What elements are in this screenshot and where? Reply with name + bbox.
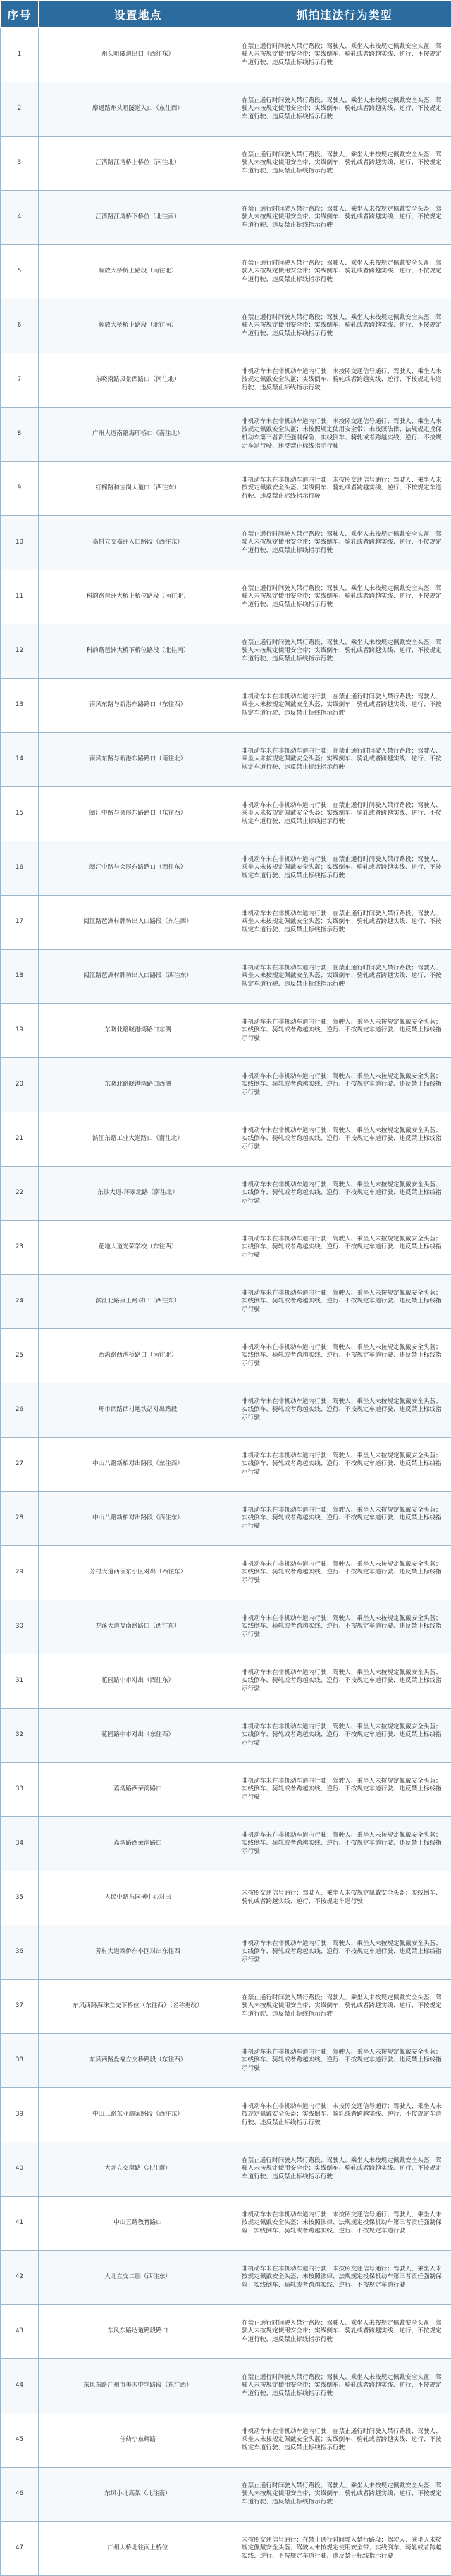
row-index: 29 [1,1546,39,1600]
row-index: 16 [1,841,39,896]
row-index: 36 [1,1925,39,1980]
table-row [1,2522,451,2576]
row-violation-type: 非机动车未在非机动车道内行驶；驾驶人、乘坐人未按规定佩戴安全头盔；实线倒车、骑轧或者跨越实线、逆行、不按规定车道行驶、违反禁止标线指示行驶 [237,1763,451,1817]
row-location: 滨江东路工业大道路口（南往北） [39,1112,237,1167]
table-row [1,299,451,353]
row-location: 东风东路广州市美术中学路段（东往西） [39,2359,237,2413]
table-row [1,2251,451,2305]
table-row [1,1817,451,1871]
row-violation-type: 非机动车未在非机动车道内行驶；未按照交通信号通行；驾驶人、乘坐人未按规定佩戴安全头盔；未按照法律、法规规定投保机动车第三者责任强制保险；实线倒车、骑轧或者跨越实线、逆行、不按规定车道行驶 [237,2251,451,2305]
row-location: 江湾路江湾桥下桥位（北往南） [39,191,237,245]
row-index: 24 [1,1275,39,1329]
row-violation-type: 在禁止通行时间驶入禁行路段；驾驶人、乘坐人未按规定佩戴安全头盔；驾驶人未按规定使用安全带；实线倒车、骑轧或者跨越实线、逆行、不按规定车道行驶、违反禁止标线指示行驶 [237,570,451,624]
row-violation-type: 在禁止通行时间驶入禁行路段；驾驶人、乘坐人未按规定佩戴安全头盔；驾驶人未按规定使用安全带；实线倒车、骑轧或者跨越实线、逆行、不按规定车道行驶、违反禁止标线指示行驶 [237,2468,451,2522]
row-violation-type: 非机动车未在非机动车道内行驶；驾驶人、乘坐人未按规定佩戴安全头盔；实线倒车、骑轧或者跨越实线、逆行、不按规定车道行驶、违反禁止标线指示行驶 [237,1221,451,1275]
table-row [1,679,451,733]
row-location: 中山八路新柏对出路段（东往西） [39,1438,237,1492]
row-violation-type: 非机动车未在非机动车道内行驶；驾驶人、乘坐人未按规定佩戴安全头盔；实线倒车、骑轧或者跨越实线、逆行、不按规定车道行驶、违反禁止标线指示行驶 [237,1600,451,1654]
row-violation-type: 非机动车未在非机动车道内行驶；未按照交通信号通行；驾驶人、乘坐人未按规定佩戴安全头盔；实线倒车、骑轧或者跨越实线、逆行、不按规定车道行驶、违反禁止标线指示行驶 [237,353,451,408]
row-violation-type: 非机动车未在非机动车道内行驶；驾驶人、乘坐人未按规定佩戴安全头盔；实线倒车、骑轧或者跨越实线、逆行、不按规定车道行驶、违反禁止标线指示行驶 [237,1058,451,1112]
table-row [1,841,451,896]
row-location: 花园路中市对出（西往东） [39,1654,237,1709]
row-violation-type: 非机动车未在非机动车道内行驶；驾驶人、乘坐人未按规定佩戴安全头盔；实线倒车、骑轧或者跨越实线、逆行、不按规定车道行驶、违反禁止标线指示行驶 [237,1112,451,1167]
row-index: 37 [1,1980,39,2034]
row-location: 大北立交二层（西往东） [39,2251,237,2305]
row-violation-type: 非机动车未在非机动车道内行驶；在禁止通行时间驶入禁行路段；驾驶人、乘坐人未按规定佩戴安全头盔；实线倒车、骑轧或者跨越实线、逆行、不按规定车道行驶、违反禁止标线指示行驶 [237,787,451,841]
row-violation-type: 未按照交通信号通行；在禁止通行时间驶入禁行路段；驾驶人、乘坐人未按规定佩戴安全头盔；驾驶人未按规定使用安全带；实线倒车、骑轧或者跨越实线、逆行、不按规定车道行驶、违反禁止标线指示行驶 [237,2522,451,2576]
row-index: 8 [1,408,39,462]
row-violation-type: 未按照交通信号通行；驾驶人、乘坐人未按规定佩戴安全头盔；实线倒车、骑轧或者跨越实线、逆行、不按规定车道行驶 [237,1871,451,1925]
row-index: 21 [1,1112,39,1167]
table-row [1,1709,451,1763]
row-index: 11 [1,570,39,624]
row-violation-type: 在禁止通行时间驶入禁行路段；驾驶人、乘坐人未按规定佩戴安全头盔；驾驶人未按规定使用安全带；实线倒车、骑轧或者跨越实线、逆行、不按规定车道行驶、违反禁止标线指示行驶 [237,624,451,679]
row-index: 20 [1,1058,39,1112]
table-row [1,191,451,245]
row-location: 东风小北高架（北往南） [39,2468,237,2522]
table-row [1,1004,451,1058]
row-location: 阅江中路与会展东路路口（西往东） [39,841,237,896]
row-violation-type: 非机动车未在非机动车道内行驶；未按照交通信号通行；驾驶人、乘坐人未按规定佩戴安全头盔；实线倒车、骑轧或者跨越实线、逆行、不按规定车道行驶、违反禁止标线指示行驶 [237,2088,451,2142]
row-location: 大北立交南路（北往南） [39,2142,237,2197]
row-location: 东晓北路晓港湾路口西侧 [39,1058,237,1112]
row-violation-type: 在禁止通行时间驶入禁行路段；驾驶人、乘坐人未按规定佩戴安全头盔；驾驶人未按规定使用安全带；实线倒车、骑轧或者跨越实线、逆行、不按规定车道行驶、违反禁止标线指示行驶 [237,82,451,137]
row-index: 45 [1,2413,39,2468]
row-index: 38 [1,2034,39,2088]
row-violation-type: 在禁止通行时间驶入禁行路段；驾驶人、乘坐人未按规定佩戴安全头盔；驾驶人未按规定使用安全带；实线倒车、骑轧或者跨越实线、逆行、不按规定车道行驶、违反禁止标线指示行驶 [237,1980,451,2034]
row-violation-type: 非机动车未在非机动车道内行驶；驾驶人、乘坐人未按规定佩戴安全头盔；实线倒车、骑轧或者跨越实线、逆行、不按规定车道行驶、违反禁止标线指示行驶 [237,2034,451,2088]
row-index: 15 [1,787,39,841]
row-violation-type: 在禁止通行时间驶入禁行路段；驾驶人、乘坐人未按规定佩戴安全头盔；驾驶人未按规定使用安全带；实线倒车、骑轧或者跨越实线、逆行、不按规定车道行驶、违反禁止标线指示行驶 [237,2305,451,2359]
row-violation-type: 非机动车未在非机动车道内行驶；驾驶人、乘坐人未按规定佩戴安全头盔；实线倒车、骑轧或者跨越实线、逆行、不按规定车道行驶、违反禁止标线指示行驶 [237,1546,451,1600]
row-violation-type: 非机动车未在非机动车道内行驶；未按照交通信号通行；驾驶人、乘坐人未按规定佩戴安全头盔；未按照规定使用安全带；未按照法律、法规规定投保机动车第三者责任强制保险；实线倒车、骑轧或者跨越实线、逆行、不按规定车道行驶、违反禁止标线指示行驶 [237,408,451,462]
row-violation-type: 在禁止通行时间驶入禁行路段；驾驶人、乘坐人未按规定佩戴安全头盔；驾驶人未按规定使用安全带；实线倒车、骑轧或者跨越实线、逆行、不按规定车道行驶、违反禁止标线指示行驶 [237,2359,451,2413]
table-row [1,950,451,1004]
row-index: 34 [1,1817,39,1871]
table-body [1,28,451,2576]
table-row [1,733,451,787]
row-index: 26 [1,1383,39,1438]
row-location: 芳村大道西侨东小区对出（西往东） [39,1546,237,1600]
table-row [1,624,451,679]
row-violation-type: 非机动车未在非机动车道内行驶；驾驶人、乘坐人未按规定佩戴安全头盔；实线倒车、骑轧或者跨越实线、逆行、不按规定车道行驶、违反禁止标线指示行驶 [237,1329,451,1383]
table-row [1,896,451,950]
row-violation-type: 在禁止通行时间驶入禁行路段；驾驶人、乘坐人未按规定佩戴安全头盔；驾驶人未按规定使用安全带；实线倒车、骑轧或者跨越实线、逆行、不按规定车道行驶、违反禁止标线指示行驶 [237,299,451,353]
row-index: 28 [1,1492,39,1546]
row-location: 东晓北路晓港湾路口东侧 [39,1004,237,1058]
row-location: 滨江北路康王路对出（西往东） [39,1275,237,1329]
row-location: 江湾路江湾桥上桥位（南往北） [39,137,237,191]
table-row [1,2359,451,2413]
table-row [1,1546,451,1600]
row-violation-type: 非机动车未在非机动车道内行驶；驾驶人、乘坐人未按规定佩戴安全头盔；实线倒车、骑轧或者跨越实线、逆行、不按规定车道行驶、违反禁止标线指示行驶 [237,1275,451,1329]
row-index: 30 [1,1600,39,1654]
row-index: 31 [1,1654,39,1709]
row-location: 解放大桥桥上路段（北往南） [39,299,237,353]
row-violation-type: 在禁止通行时间驶入禁行路段；驾驶人、乘坐人未按规定佩戴安全头盔；驾驶人未按规定使用安全带；实线倒车、骑轧或者跨越实线、逆行、不按规定车道行驶、违反禁止标线指示行驶 [237,137,451,191]
row-violation-type: 非机动车未在非机动车道内行驶；驾驶人、乘坐人未按规定佩戴安全头盔；实线倒车、骑轧或者跨越实线、逆行、不按规定车道行驶、违反禁止标线指示行驶 [237,1654,451,1709]
row-index: 40 [1,2142,39,2197]
row-location: 东沙大道-环翠北路（南往北） [39,1167,237,1221]
row-index: 18 [1,950,39,1004]
row-index: 42 [1,2251,39,2305]
row-index: 3 [1,137,39,191]
row-index: 9 [1,462,39,516]
table-row [1,1980,451,2034]
row-location: 南风东路与新港东路路口（东往西） [39,679,237,733]
table-row [1,1871,451,1925]
row-location: 东风西路海珠立交下桥位（东往西）（名称更改） [39,1980,237,2034]
row-violation-type: 非机动车未在非机动车道内行驶；未按照交通信号通行；驾驶人、乘坐人未按规定佩戴安全头盔；实线倒车、骑轧或者跨越实线、逆行、不按规定车道行驶、违反禁止标线指示行驶 [237,462,451,516]
row-location: 东晓南路凤景西路口（南往北） [39,353,237,408]
row-index: 10 [1,516,39,570]
row-location: 科韵路琶洲大桥上桥位路段（南往北） [39,570,237,624]
table-row [1,1058,451,1112]
row-index: 12 [1,624,39,679]
row-location: 州头咀隧道出口（西往东） [39,28,237,82]
row-location: 东风西路盘福立交桥路段（东往西） [39,2034,237,2088]
table-row [1,1763,451,1817]
row-location: 人民中路东园横中心对出 [39,1871,237,1925]
row-violation-type: 非机动车未在非机动车道内行驶；在禁止通行时间驶入禁行路段；驾驶人、乘坐人未按规定佩戴安全头盔；实线倒车、骑轧或者跨越实线、逆行、不按规定车道行驶、违反禁止标线指示行驶 [237,733,451,787]
table-row [1,2088,451,2142]
row-index: 6 [1,299,39,353]
row-location: 芳村大道西侨东小区对出东往西 [39,1925,237,1980]
table-row [1,1112,451,1167]
table-row [1,1492,451,1546]
row-index: 7 [1,353,39,408]
row-location: 阅江路琶洲村牌坊出入口路段（西往东） [39,950,237,1004]
row-violation-type: 非机动车未在非机动车道内行驶；在禁止通行时间驶入禁行路段；驾驶人、乘坐人未按规定佩戴安全头盔；实线倒车、骑轧或者跨越实线、逆行、不按规定车道行驶、违反禁止标线指示行驶 [237,950,451,1004]
row-index: 33 [1,1763,39,1817]
row-violation-type: 非机动车未在非机动车道内行驶；未按照交通信号通行；驾驶人、乘坐人未按规定佩戴安全头盔；未按照法律、法规规定投保机动车第三者责任强制保险；实线倒车、骑轧或者跨越实线、逆行、不按规定车道行驶 [237,2197,451,2251]
table-row [1,1221,451,1275]
table-row [1,1654,451,1709]
row-location: 环市西路西村地铁站对出路段 [39,1383,237,1438]
row-violation-type: 非机动车未在非机动车道内行驶；驾驶人、乘坐人未按规定佩戴安全头盔；实线倒车、骑轧或者跨越实线、逆行、不按规定车道行驶、违反禁止标线指示行驶 [237,1167,451,1221]
row-location: 中山三路东亚酒家路段（西往东） [39,2088,237,2142]
table-row [1,28,451,82]
table-row [1,82,451,137]
table-row [1,353,451,408]
row-index: 32 [1,1709,39,1763]
row-index: 19 [1,1004,39,1058]
table-row [1,570,451,624]
table-row [1,1329,451,1383]
row-violation-type: 非机动车未在非机动车道内行驶；驾驶人、乘坐人未按规定佩戴安全头盔；实线倒车、骑轧或者跨越实线、逆行、不按规定车道行驶、违反禁止标线指示行驶 [237,1925,451,1980]
row-violation-type: 非机动车未在非机动车道内行驶；驾驶人、乘坐人未按规定佩戴安全头盔；实线倒车、骑轧或者跨越实线、逆行、不按规定车道行驶、违反禁止标线指示行驶 [237,1438,451,1492]
table-row [1,787,451,841]
row-index: 22 [1,1167,39,1221]
row-index: 17 [1,896,39,950]
row-index: 35 [1,1871,39,1925]
row-location: 中山八路新柏对出路段（西往东） [39,1492,237,1546]
row-location: 广州大道南路海印桥口（南往北） [39,408,237,462]
row-violation-type: 非机动车未在非机动车道内行驶；驾驶人、乘坐人未按规定佩戴安全头盔；实线倒车、骑轧或者跨越实线、逆行、不按规定车道行驶、违反禁止标线指示行驶 [237,1383,451,1438]
row-index: 13 [1,679,39,733]
row-violation-type: 非机动车未在非机动车道内行驶；驾驶人、乘坐人未按规定佩戴安全头盔；实线倒车、骑轧或者跨越实线、逆行、不按规定车道行驶、违反禁止标线指示行驶 [237,1709,451,1763]
row-violation-type: 在禁止通行时间驶入禁行路段；驾驶人、乘坐人未按规定佩戴安全头盔；驾驶人未按规定使用安全带；实线倒车、骑轧或者跨越实线、逆行、不按规定车道行驶、违反禁止标线指示行驶 [237,28,451,82]
row-index: 41 [1,2197,39,2251]
header-row [1,1,451,28]
row-location: 中山五路教育路口 [39,2197,237,2251]
table-row [1,2142,451,2197]
row-location: 解放大桥桥上路段（南往北） [39,245,237,299]
row-index: 5 [1,245,39,299]
table-row [1,2413,451,2468]
table-row [1,1167,451,1221]
header-location: 设置地点 [39,1,237,28]
row-location: 西湾路西湾桥路口（南往北） [39,1329,237,1383]
table-row [1,2468,451,2522]
table-row [1,1438,451,1492]
table-row [1,2197,451,2251]
table-row [1,408,451,462]
row-location: 红棉路和宝岗大道口（西往东） [39,462,237,516]
row-index: 39 [1,2088,39,2142]
row-location: 佳幼小东辉路 [39,2413,237,2468]
table-row [1,245,451,299]
row-violation-type: 在禁止通行时间驶入禁行路段；驾驶人、乘坐人未按规定佩戴安全头盔；驾驶人未按规定使用安全带；实线倒车、骑轧或者跨越实线、逆行、不按规定车道行驶、违反禁止标线指示行驶 [237,191,451,245]
row-index: 46 [1,2468,39,2522]
row-index: 23 [1,1221,39,1275]
row-violation-type: 非机动车未在非机动车道内行驶；在禁止通行时间驶入禁行路段；驾驶人、乘坐人未按规定佩戴安全头盔；实线倒车、骑轧或者跨越实线、逆行、不按规定车道行驶、违反禁止标线指示行驶 [237,2413,451,2468]
header-index: 序号 [1,1,39,28]
row-index: 25 [1,1329,39,1383]
row-violation-type: 非机动车未在非机动车道内行驶；驾驶人、乘坐人未按规定佩戴安全头盔；实线倒车、骑轧或者跨越实线、逆行、不按规定车道行驶、违反禁止标线指示行驶 [237,1492,451,1546]
header-violation-type: 抓拍违法行为类型 [237,1,451,28]
table-header [1,1,451,28]
row-location: 花地大道光荣学校（东往西） [39,1221,237,1275]
row-location: 南风东路与新港东路路口（南往北） [39,733,237,787]
table-row [1,2305,451,2359]
row-index: 47 [1,2522,39,2576]
row-violation-type: 非机动车未在非机动车道内行驶；在禁止通行时间驶入禁行路段；驾驶人、乘坐人未按规定佩戴安全头盔；实线倒车、骑轧或者跨越实线、逆行、不按规定车道行驶、违反禁止标线指示行驶 [237,841,451,896]
row-index: 43 [1,2305,39,2359]
row-location: 东风东路达道路段路口 [39,2305,237,2359]
row-index: 27 [1,1438,39,1492]
row-violation-type: 在禁止通行时间驶入禁行路段；驾驶人、乘坐人未按规定佩戴安全头盔；驾驶人未按规定使用安全带；实线倒车、骑轧或者跨越实线、逆行、不按规定车道行驶、违反禁止标线指示行驶 [237,516,451,570]
row-index: 1 [1,28,39,82]
row-location: 荔湾路西荣湾路口 [39,1817,237,1871]
row-index: 4 [1,191,39,245]
table-row [1,516,451,570]
table-row [1,1925,451,1980]
table-row [1,1383,451,1438]
row-violation-type: 在禁止通行时间驶入禁行路段；驾驶人、乘坐人未按规定佩戴安全头盔；驾驶人未按规定使用安全带；实线倒车、骑轧或者跨越实线、逆行、不按规定车道行驶、违反禁止标线指示行驶 [237,245,451,299]
table-row [1,137,451,191]
row-index: 14 [1,733,39,787]
table-row [1,2034,451,2088]
row-location: 阅江路琶洲村牌坊出入口路段（东往西） [39,896,237,950]
row-location: 科韵路琶洲大桥下桥位路段（北往南） [39,624,237,679]
row-location: 广州大桥北往南上桥位 [39,2522,237,2576]
row-violation-type: 非机动车未在非机动车道内行驶；在禁止通行时间驶入禁行路段；驾驶人、乘坐人未按规定佩戴安全头盔；实线倒车、骑轧或者跨越实线、逆行、不按规定车道行驶、违反禁止标线指示行驶 [237,896,451,950]
row-index: 2 [1,82,39,137]
row-violation-type: 非机动车未在非机动车道内行驶；在禁止通行时间驶入禁行路段；驾驶人、乘坐人未按规定佩戴安全头盔；实线倒车、骑轧或者跨越实线、逆行、不按规定车道行驶、违反禁止标线指示行驶 [237,679,451,733]
row-location: 阅江中路与会展东路路口（东往西） [39,787,237,841]
row-index: 44 [1,2359,39,2413]
row-violation-type: 非机动车未在非机动车道内行驶；驾驶人、乘坐人未按规定佩戴安全头盔；实线倒车、骑轧或者跨越实线、逆行、不按规定车道行驶、违反禁止标线指示行驶 [237,1004,451,1058]
table-row [1,1275,451,1329]
row-violation-type: 非机动车未在非机动车道内行驶；驾驶人、乘坐人未按规定佩戴安全头盔；实线倒车、骑轧或者跨越实线、逆行、不按规定车道行驶、违反禁止标线指示行驶 [237,1817,451,1871]
row-location: 花园路中市对出（东往西） [39,1709,237,1763]
row-location: 摩通路州头咀隧道入口（东往西） [39,82,237,137]
row-location: 龙溪大道福南路路口（西往东） [39,1600,237,1654]
row-violation-type: 在禁止通行时间驶入禁行路段；驾驶人、乘坐人未按规定佩戴安全头盔；驾驶人未按规定使用安全带；实线倒车、骑轧或者跨越实线、逆行、不按规定车道行驶、违反禁止标线指示行驶 [237,2142,451,2197]
row-location: 荔湾路西荣湾路口 [39,1763,237,1817]
table-row [1,462,451,516]
row-location: 嘉村立交嘉洲入口路段（西往东） [39,516,237,570]
table-row [1,1600,451,1654]
